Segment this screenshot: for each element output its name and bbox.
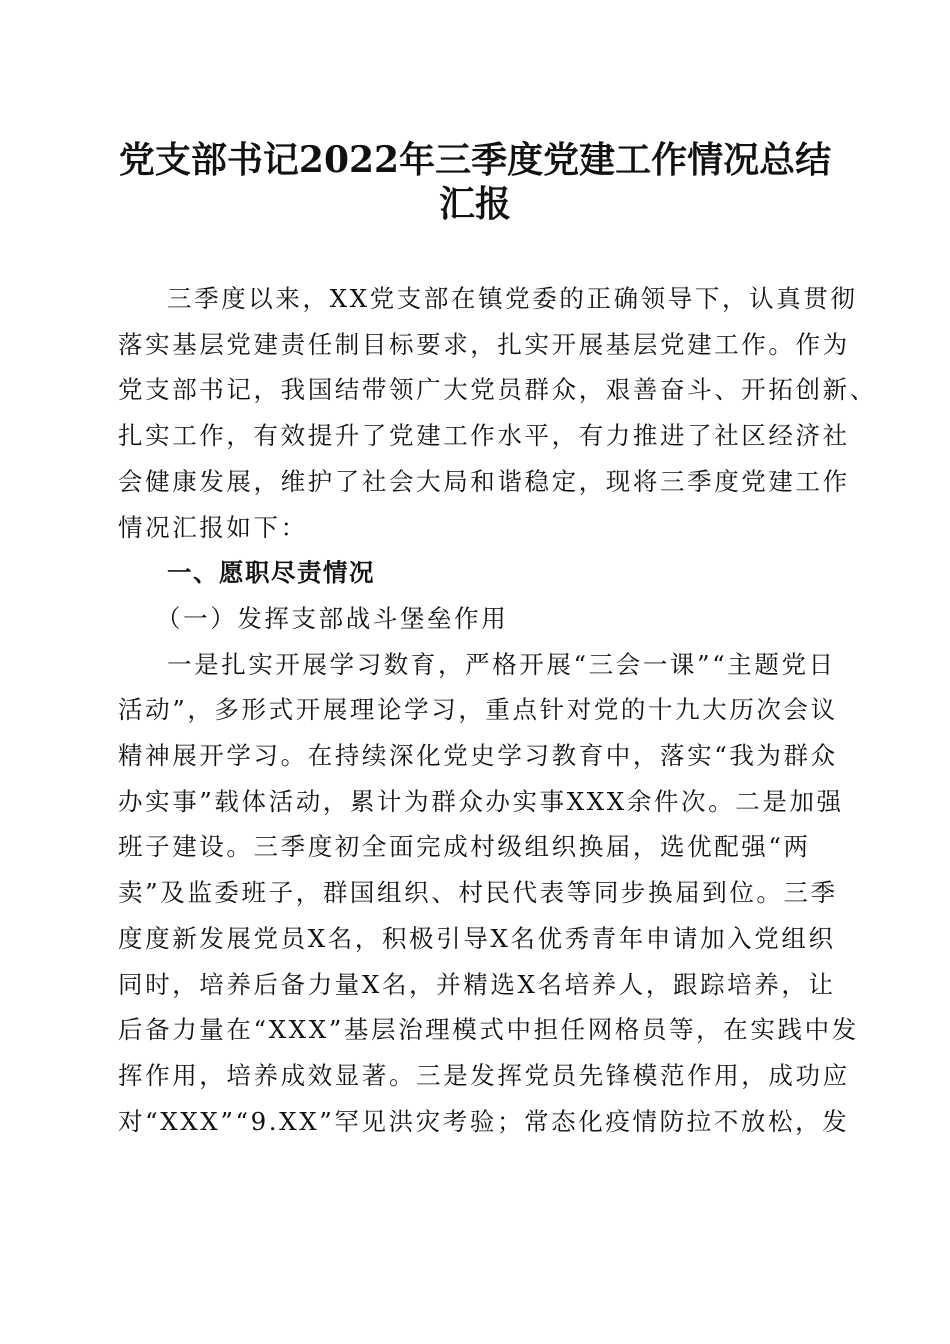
intro-line: 会健康发展，维护了社会大局和谐稳定，现将三季度党建工作 — [118, 466, 850, 496]
intro-line: 扎实工作，有效提升了党建工作水平，有力推进了社区经济社 — [118, 421, 850, 451]
paragraph-line: 班子建设。三季度初全面完成村级组织换届，选优配强“两 — [118, 832, 811, 862]
paragraph-line: 精神展开学习。在持续深化党史学习教育中，落实“我为群众 — [118, 741, 838, 771]
paragraph-line: 卖”及监委班子，群国组织、村民代表等同步换届到位。三季 — [118, 878, 838, 908]
paragraph-line: 活动”，多形式开展理论学习，重点针对党的十九大历次会议 — [118, 695, 838, 725]
paragraph-line: 挥作用，培养成效显著。三是发挥党员先锋模范作用，成功应 — [118, 1060, 850, 1090]
subsection-heading-text: （一）发挥支部战斗堡垒作用 — [156, 603, 509, 633]
intro-paragraph — [118, 276, 877, 550]
intro-line: 党支部书记，我国结带领广大党员群众，艰善奋斗、开拓创新、 — [118, 375, 877, 405]
paragraph-line: 一是扎实开展学习数育，严格开展“三会一课”“主题党日 — [167, 649, 836, 679]
intro-line: 三季度以来，XX党支部在镇党委的正确领导下，认真贯彻 — [167, 284, 858, 313]
paragraph-line: 办实事”载体活动，累计为群众办实事XXX余件次。二是加强 — [118, 786, 844, 816]
subsection-heading-1 — [118, 596, 830, 642]
section-paragraph — [118, 642, 859, 1145]
paragraph-line: 度度新发展党员X名，积极引导X名优秀青年申请加入党组织 — [118, 923, 836, 953]
paragraph-line: 同时，培养后备力量X名，并精选X名培养人，跟踪培养，让 — [118, 969, 836, 999]
paragraph-line: 对“XXX”“9.XX”罕见洪灾考验；常态化疫情防拉不放松，发 — [118, 1106, 850, 1136]
title-line-2: 汇报 — [438, 183, 511, 225]
paragraph-line: 后备力量在“XXX”基层治理模式中担任网格员等，在实践中发 — [118, 1015, 859, 1045]
section-heading-1: 一、愿职尽责情况 — [167, 558, 375, 588]
document-title — [100, 138, 850, 226]
document-body — [118, 276, 877, 1144]
intro-line: 落实基层党建责任制目标要求，扎实开展基层党建工作。作为 — [118, 329, 850, 359]
title-line-1: 党支部书记2022年三季度党建工作情况总结 — [118, 139, 832, 181]
intro-line: 情况汇报如下： — [118, 512, 308, 542]
